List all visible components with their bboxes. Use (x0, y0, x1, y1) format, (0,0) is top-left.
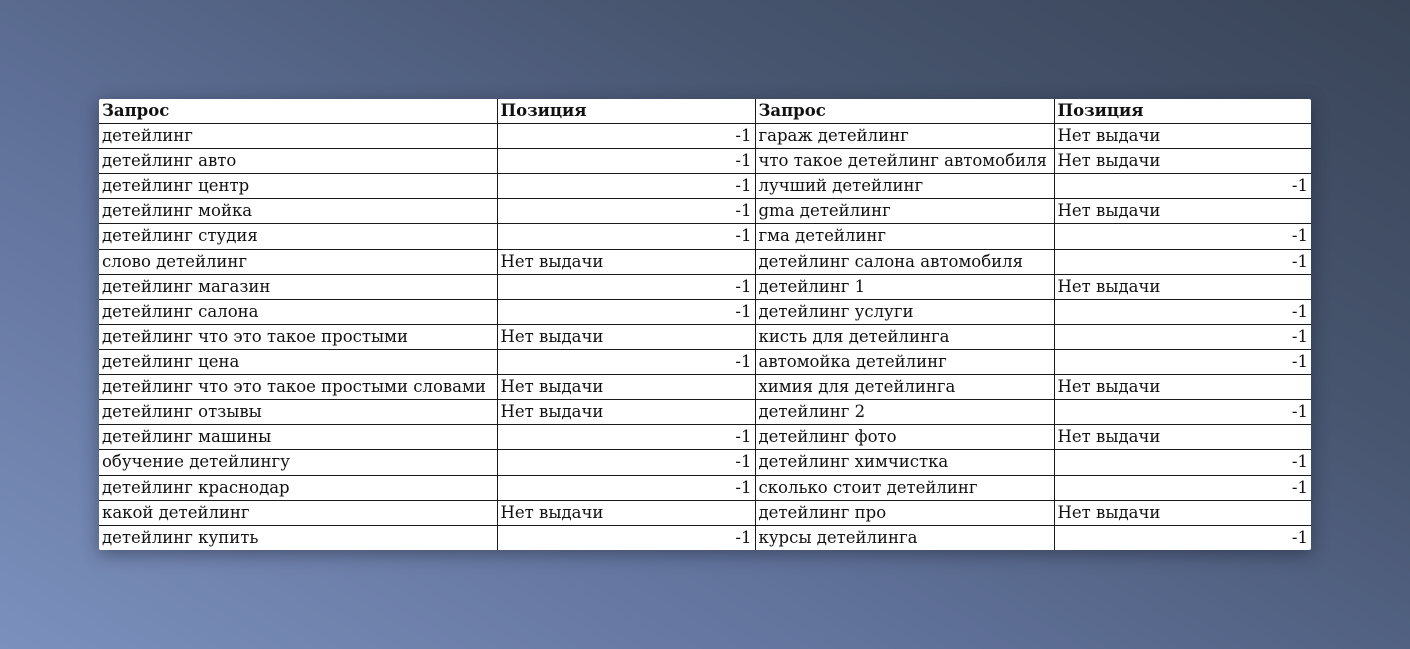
position-cell[interactable]: -1 (1054, 174, 1311, 199)
query-cell[interactable]: детейлинг краснодар (99, 475, 497, 500)
position-cell[interactable]: Нет выдачи (1054, 500, 1311, 525)
position-cell[interactable]: Нет выдачи (1054, 149, 1311, 174)
query-cell[interactable]: детейлинг (99, 124, 497, 149)
table-row (99, 375, 1311, 400)
position-cell[interactable]: Нет выдачи (1054, 124, 1311, 149)
header-position-right: Позиция (1054, 99, 1311, 124)
table-row (99, 149, 1311, 174)
query-cell[interactable]: автомойка детейлинг (755, 349, 1054, 374)
query-cell[interactable]: детейлинг что это такое простыми (99, 324, 497, 349)
query-cell[interactable]: детейлинг 1 (755, 274, 1054, 299)
position-cell[interactable]: -1 (497, 525, 755, 550)
header-query-left: Запрос (99, 99, 497, 124)
table-row (99, 324, 1311, 349)
position-cell[interactable]: -1 (1054, 299, 1311, 324)
table-row (99, 249, 1311, 274)
position-cell[interactable]: Нет выдачи (497, 500, 755, 525)
header-query-right: Запрос (755, 99, 1054, 124)
position-cell[interactable]: -1 (1054, 224, 1311, 249)
table-row (99, 299, 1311, 324)
query-position-table (99, 99, 1311, 550)
position-cell[interactable]: Нет выдачи (1054, 375, 1311, 400)
position-cell[interactable]: -1 (497, 124, 755, 149)
header-row (99, 99, 1311, 124)
query-cell[interactable]: детейлинг центр (99, 174, 497, 199)
position-cell[interactable]: -1 (497, 224, 755, 249)
position-cell[interactable]: Нет выдачи (497, 324, 755, 349)
position-cell[interactable]: Нет выдачи (497, 375, 755, 400)
position-cell[interactable]: -1 (497, 274, 755, 299)
query-cell[interactable]: детейлинг магазин (99, 274, 497, 299)
position-cell[interactable]: -1 (497, 149, 755, 174)
position-cell[interactable]: -1 (1054, 525, 1311, 550)
query-cell[interactable]: детейлинг что это такое простыми словами (99, 375, 497, 400)
table-row (99, 274, 1311, 299)
position-cell[interactable]: -1 (497, 450, 755, 475)
table-row (99, 400, 1311, 425)
position-cell[interactable]: -1 (497, 174, 755, 199)
query-cell[interactable]: что такое детейлинг автомобиля (755, 149, 1054, 174)
query-cell[interactable]: детейлинг фото (755, 425, 1054, 450)
query-cell[interactable]: лучший детейлинг (755, 174, 1054, 199)
spreadsheet-table-card (99, 99, 1311, 550)
table-row (99, 500, 1311, 525)
position-cell[interactable]: Нет выдачи (1054, 274, 1311, 299)
query-cell[interactable]: детейлинг про (755, 500, 1054, 525)
position-cell[interactable]: Нет выдачи (497, 249, 755, 274)
query-cell[interactable]: детейлинг химчистка (755, 450, 1054, 475)
position-cell[interactable]: -1 (1054, 324, 1311, 349)
table-row (99, 224, 1311, 249)
position-cell[interactable]: -1 (1054, 400, 1311, 425)
position-cell[interactable]: -1 (497, 475, 755, 500)
position-cell[interactable]: -1 (497, 425, 755, 450)
query-cell[interactable]: детейлинг купить (99, 525, 497, 550)
header-position-left: Позиция (497, 99, 755, 124)
table-row (99, 174, 1311, 199)
position-cell[interactable]: -1 (1054, 349, 1311, 374)
position-cell[interactable]: Нет выдачи (497, 400, 755, 425)
query-cell[interactable]: детейлинг отзывы (99, 400, 497, 425)
table-row (99, 199, 1311, 224)
position-cell[interactable]: -1 (1054, 249, 1311, 274)
table-row (99, 349, 1311, 374)
position-cell[interactable]: Нет выдачи (1054, 425, 1311, 450)
query-cell[interactable]: детейлинг машины (99, 425, 497, 450)
query-cell[interactable]: детейлинг салона (99, 299, 497, 324)
query-cell[interactable]: детейлинг авто (99, 149, 497, 174)
position-cell[interactable]: -1 (1054, 450, 1311, 475)
query-cell[interactable]: обучение детейлингу (99, 450, 497, 475)
query-cell[interactable]: кисть для детейлинга (755, 324, 1054, 349)
table-row (99, 124, 1311, 149)
query-cell[interactable]: слово детейлинг (99, 249, 497, 274)
table-row (99, 425, 1311, 450)
table-row (99, 450, 1311, 475)
position-cell[interactable]: -1 (497, 349, 755, 374)
query-cell[interactable]: химия для детейлинга (755, 375, 1054, 400)
table-row (99, 475, 1311, 500)
query-cell[interactable]: gma детейлинг (755, 199, 1054, 224)
query-cell[interactable]: детейлинг мойка (99, 199, 497, 224)
query-cell[interactable]: курсы детейлинга (755, 525, 1054, 550)
position-cell[interactable]: Нет выдачи (1054, 199, 1311, 224)
query-cell[interactable]: детейлинг услуги (755, 299, 1054, 324)
query-cell[interactable]: детейлинг салона автомобиля (755, 249, 1054, 274)
query-cell[interactable]: какой детейлинг (99, 500, 497, 525)
position-cell[interactable]: -1 (497, 199, 755, 224)
query-cell[interactable]: сколько стоит детейлинг (755, 475, 1054, 500)
position-cell[interactable]: -1 (1054, 475, 1311, 500)
query-cell[interactable]: гараж детейлинг (755, 124, 1054, 149)
query-cell[interactable]: детейлинг студия (99, 224, 497, 249)
table-row (99, 525, 1311, 550)
position-cell[interactable]: -1 (497, 299, 755, 324)
query-cell[interactable]: гма детейлинг (755, 224, 1054, 249)
query-cell[interactable]: детейлинг цена (99, 349, 497, 374)
query-cell[interactable]: детейлинг 2 (755, 400, 1054, 425)
